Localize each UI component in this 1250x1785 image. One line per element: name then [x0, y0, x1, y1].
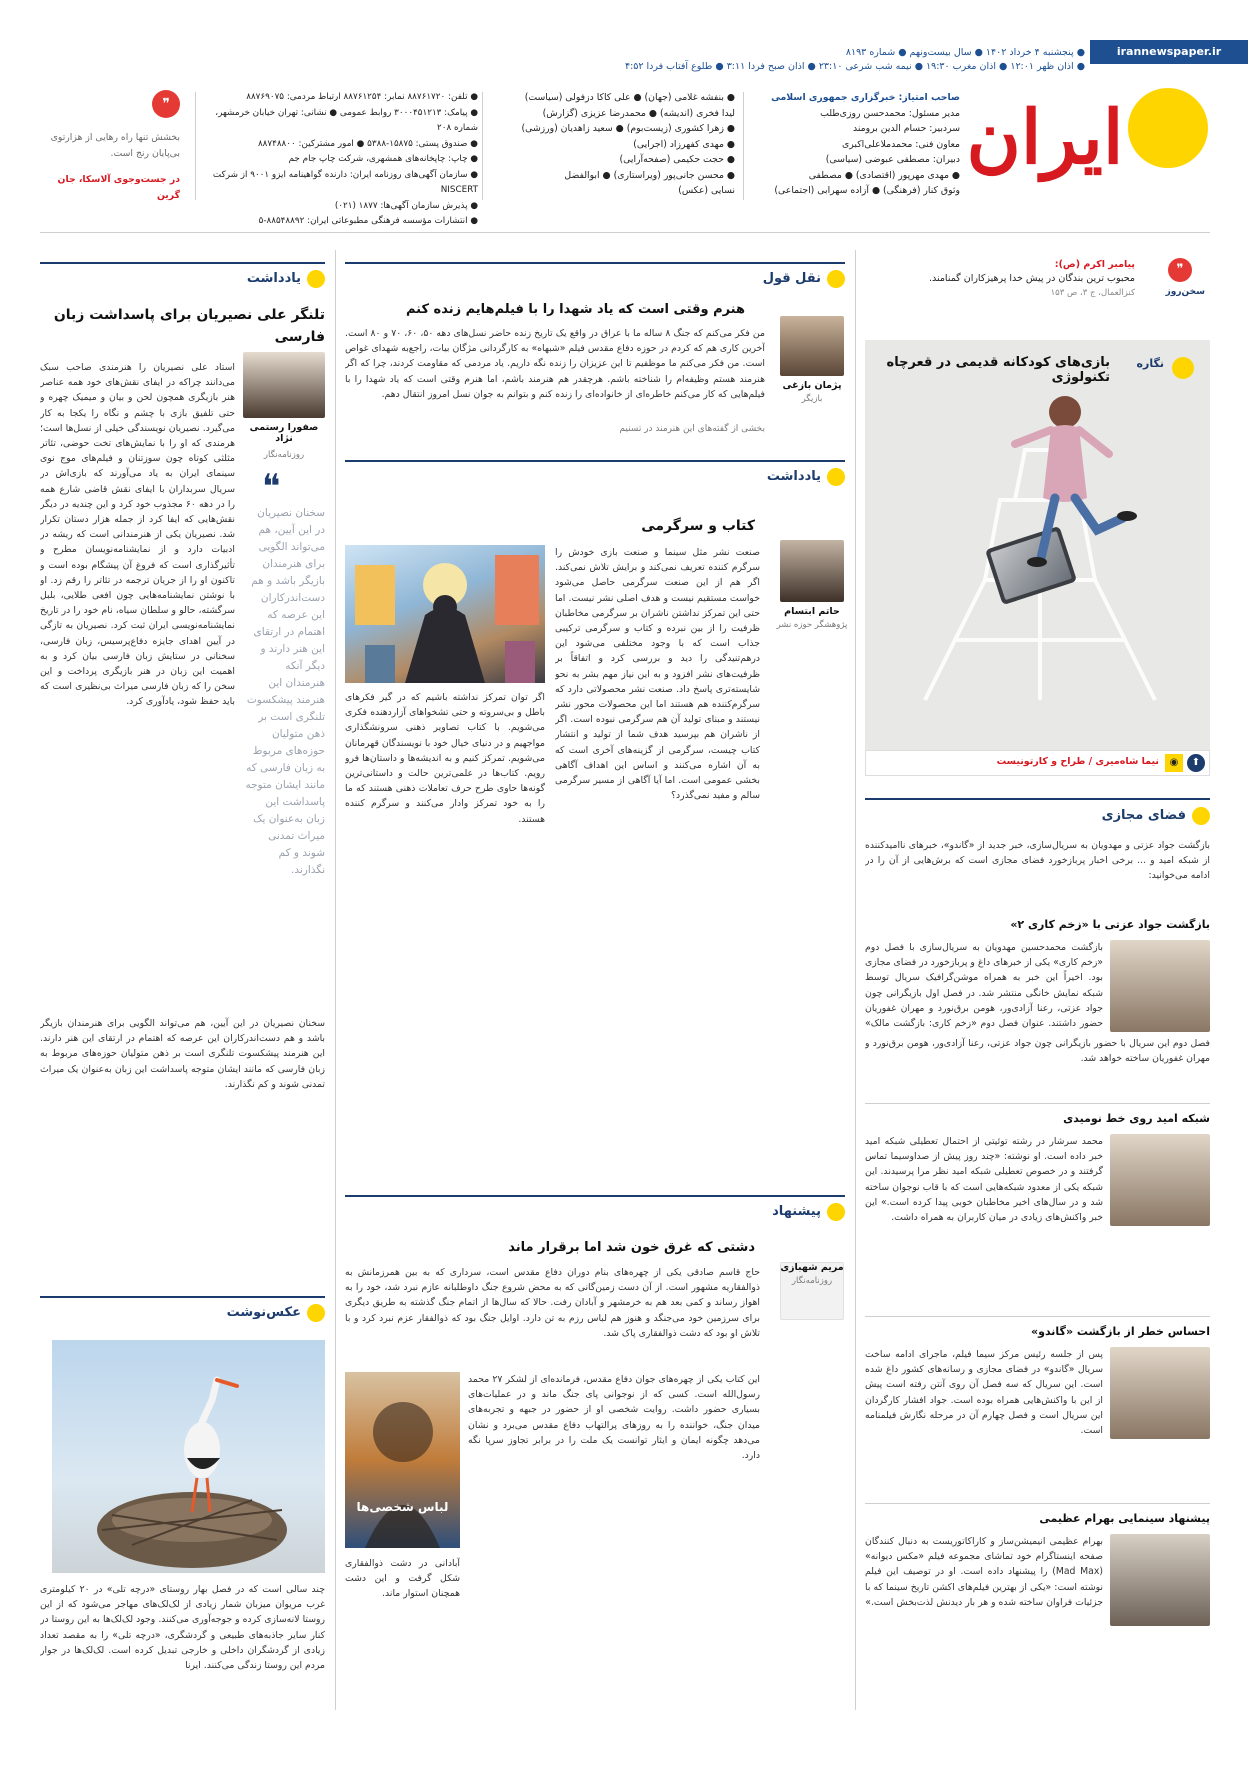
staff-line: ● حجت حکیمی (صفحه‌آرایی) — [619, 154, 735, 165]
dateline — [395, 46, 1085, 74]
author-photo — [780, 316, 844, 376]
person-photo — [1110, 1534, 1210, 1626]
section-dot — [307, 1304, 325, 1322]
staff-line: ● محسن جانی‌پور (ویراستاری) ● ابوالفضل — [564, 169, 735, 181]
photo-caption: چند سالی است که در فصل بهار روستای «درچه تلی» در ۲۰ کیلومتری غرب مریوان میزبان شمار زیادی از لک‌لک‌های مهاجر می‌شود که از این روستا لانه‌سازی کرده و جوجه‌آوری می‌کنند. وجود لک‌لک‌ها به این روستا در کنار سایر جاذبه‌های طبیعی و گردشگری، «درچه تلی» را به مقصد تعداد زیادی از گردشگران داخلی و خارجی تبدیل کرده است. لک‌لک‌ها در جوار مردم این روستا زندگی می‌کنند. ایرنا — [40, 1584, 325, 1672]
contact-line: ● انتشارات مؤسسه فرهنگی مطبوعاتی ایران: ۸۸۵۴۸۸۹۲-۵ — [258, 216, 478, 226]
cartoon-illustration — [865, 380, 1210, 710]
upload-icon: ⬆ — [1187, 754, 1205, 772]
hadith-speaker: پیامبر اکرم (ص): — [1054, 259, 1135, 270]
virtual-item-body-cont: فصل دوم این سریال با حضور بازیگرانی چون جواد عزتی، رعنا آزادی‌ور، هومن برق‌نورد و مهران غفوریان ساخته خواهد شد. — [865, 1038, 1210, 1065]
virtual-item-title: بازگشت جواد عزتی با «زخم کاری ۲» — [1010, 918, 1210, 931]
staff-line: سردبیر: حسام الدین برومند — [852, 123, 960, 134]
section-dot — [307, 270, 325, 288]
section-header-note: یادداشت — [345, 464, 845, 490]
book-fair-illustration — [345, 545, 545, 683]
virtual-item-title: احساس خطر از بازگشت «گاندو» — [1031, 1325, 1210, 1338]
section-dot — [827, 270, 845, 288]
staff-line: ● بنفشه غلامی (جهان) ● علی کاکا دزفولی (سیاست) — [524, 92, 735, 103]
author-role: روزنامه‌نگار — [791, 1276, 833, 1286]
contact-line: ● پذیرش سازمان آگهی‌ها: ۱۸۷۷ (۰۲۱) — [334, 200, 478, 211]
staff-list-2 — [485, 90, 735, 199]
article-body: من فکر می‌کنم که جنگ ۸ ساله ما با عراق در واقع یک تاریخ زنده حاضر نسل‌های دهه ۵۰، ۶۰، ۷۰ و ۸۰ است. آخرین کاری هم که کردم در حوزه دفاع مقدس فیلم «شبهاه» به کارگردانی مژگان بیات، راجع‌به شهدای غواص است. من فکر می‌کنم ما موظفیم تا این عزیزان را زنده نگه داریم. یاد مردمی که مقاومت کردند، چرا که اگر هنرمند هستم وظیفه‌ام را شناخته باشم. هرچقدر هم هنرمند باشم، اما هنرم وقتی است که یاد شهدا را با فیلم‌هایی که کار می‌کنم خاطره‌ای از خانواده‌ای را زنده کنم و بتوانم به جوان نسل امروز انتقال دهم. — [345, 328, 765, 400]
cartoon-panel — [865, 340, 1210, 750]
author-photo — [780, 540, 844, 602]
book-cover — [345, 1372, 460, 1548]
staff-line: ● مهدی کفهرزاد (اجرایی) — [633, 138, 735, 150]
article-body-cont: این کتاب یکی از چهره‌های جوان دفاع مقدس، فرمانده‌ای از لشکر ۲۷ محمد رسول‌الله است. کسی که از نوجوانی پای جنگ ماند و در عملیات‌های بسیاری حضور داشت. روایت شخصی او از حضور در جبهه و تجربه‌های میدان جنگ، خواننده را به روزهای پرالتهاب دفاع مقدس می‌برد و نشان می‌دهد چگونه ایمان و ایثار توانست یک ملت را در برابر تجاوز سرپا نگه دارد. — [468, 1374, 760, 1462]
contact-line: ● سازمان آگهی‌های روزنامه ایران: دارنده گواهینامه ایزو ۹۰۰۱ از شرکت NISCERT — [212, 169, 478, 195]
contact-list — [200, 90, 478, 230]
section-header-quote: نقل قول — [345, 266, 845, 292]
staff-line: معاون فنی: محمدملاعلی‌اکبری — [841, 138, 960, 150]
section-header-note: یادداشت — [40, 266, 325, 292]
stork-nest-illustration — [52, 1340, 325, 1573]
site-address[interactable]: irannewspaper.ir — [1090, 40, 1248, 64]
article-body-cont: سخنان نصیریان در این آیین، هم می‌تواند الگویی برای هنرمندان بازیگر باشد و هم دست‌اندرکاران این عرصه که اهتمام در ارتقای این هنر دارند. این هنرمند پیشکسوت تلنگری است بر ذهن متولیان حوزه‌های مربوط به زبان فارسی که مانند ایشان متوجه پاسداشت این زبان به‌عنوان یک میراث تمدنی شوند و کم نگذارند. — [40, 1018, 325, 1090]
staff-list-1 — [745, 90, 960, 199]
author-name: حاتم ابتسام — [784, 606, 840, 617]
author-role: پژوهشگر حوزه نشر — [776, 620, 848, 630]
section-header-virtual: فضای مجازی — [865, 803, 1210, 829]
article-body-cont: اگر توان تمرکز نداشته باشیم که در گیر فکرهای باطل و بی‌سروته و حتی تشخواهای آزاردهنده فکری می‌شویم. با کتاب تصاویر ذهنی سرونشگذاری مواجهیم و در دنیای خیال خود با نویسندگان قهرمانان می‌شویم. تمرکز کنیم و به اندیشه‌ها و داستان‌ها فرو رویم. کتاب‌ها در علمی‌ترین حالت و داستانی‌ترین گونه‌ها حاوی طرح حرف تعاملات ذهنی هستند که ما را به خود تمرکز وادار می‌کنند و سرگرم کننده هستند. — [345, 692, 545, 825]
contact-line: ● پیامک: ۳۰۰۰۴۵۱۲۱۳ روابط عمومی ● نشانی: تهران خیابان خرمشهر، شماره ۲۰۸ — [215, 107, 478, 133]
hadith-text: محبوب ترین بندگان در پیش خدا پرهیزکاران گمنامند. — [928, 273, 1135, 284]
contact-line: ● چاپ: چاپخانه‌های همشهری، شرکت چاپ جام جم — [288, 154, 478, 164]
person-photo — [1110, 1134, 1210, 1226]
staff-line: صاحب امتیاز: خبرگزاری جمهوری اسلامی — [771, 92, 960, 103]
article-body: استاد علی نصیریان را هنرمندی صاحب سبک می‌دانند چراکه در ایفای نقش‌های خود همه عناصر هنر بازیگری همچون لحن و بیان و میمیک چهره و حتی تلفیق بازی با چشم و نگاه را یکجا به کار می‌گیرد. نصیریان نویسندگی خیلی از نسل‌ها است؛ هرمندی که او را با نمایش‌های تخت حوضی، تئاتر مثلثی کوتاه چون سوزتنان و فیلم‌های موج نوی سینمای ایران به یاد می‌آورند که بازی‌اش در سریال سربداران با ایفای نقش قاضی شارع همه را در دهه ۶۰ مجذوب خود کرد و این چندیه در دیگر نقش‌هایی که ایفا کرد از جمله هزار دستان تکرار شد. نصیریان یکی از هنرمندانی است که ریشه در ادبیات دارد و از نمایشنامه‌نویسان مطرح و تأثیرگذاری است که فروغ آن پیشگام بوده است و تاکنون او را از جریان ترجمه در تئاتر را رقم زد. او با نوشتن نمایشنامه‌هایی چون افعی طلایی، بلبل سرگشته، حالو و سلطان سیاه، نام خود را در تاریخ نمایشنامه‌نویسی ایران ثبت کرد. نصیریان به تازگی در آیین اهدای جایزه دفاع‌پرسیس، زبان فارسی، سخنانی در ستایش زبان فارسی بیان کرد و به اهمیت این زبان در هنر بازیگری پرداخت و این سخن را که زبان فارسی میراث بی‌نظیری است که باید حفظ شود، یادآوری کرد. — [40, 362, 235, 708]
staff-line: لیدا فخری (اندیشه) ● محمدرضا عزیزی (گزارش) — [542, 107, 735, 119]
author-name: صفورا رستمی نژاد — [249, 422, 319, 444]
contact-line: ● تلفن: ۸۸۷۶۱۷۲۰ نمابر: ۸۸۷۶۱۲۵۴ ارتباط مردمی: ۸۸۷۶۹۰۷۵ — [246, 92, 478, 102]
cartoon-credit-bar — [865, 750, 1210, 776]
book-fair-photo — [345, 545, 545, 683]
logo-sun — [1128, 88, 1208, 168]
quote-icon: ❞ — [152, 90, 180, 118]
article-title: کتاب و سرگرمی — [641, 518, 755, 534]
hadith-block — [860, 258, 1135, 300]
hadith-source: کنزالعمال، ج ۳، ص ۱۵۳ — [1050, 288, 1135, 298]
book-cover-art — [345, 1372, 460, 1548]
article-title: تلنگر علی نصیریان برای پاسداشت زبان فارسی — [53, 307, 325, 345]
article-body-tail: آبادانی در دشت ذوالفقاری شکل گرفت و این دشت همچنان استوار ماند. — [345, 1558, 460, 1600]
section-header-suggest: پیشنهاد — [345, 1199, 845, 1225]
section-dot — [827, 1203, 845, 1221]
author-photo — [243, 352, 325, 418]
author-role: بازیگر — [801, 394, 823, 404]
person-photo — [1110, 940, 1210, 1032]
virtual-item-body: بهرام عظیمی انیمیشن‌ساز و کاراکاتوریست به دنبال کنندگان صفحه اینستاگرام خود تماشای مجموعه فیلم «مکس دیوانه» (Mad Max) را پیشنهاد داده است. او در توصیف این فیلم نوشته است: «یکی از بهترین فیلم‌های اکشن تاریخ سینما که با جزئیات فراوان ساخته شده و هر بار دیدنش لذت‌بخش است.» — [865, 1536, 1103, 1608]
storks-photo — [52, 1340, 325, 1573]
person-photo — [1110, 1347, 1210, 1439]
pull-quote: سخنان نصیریان در این آیین، هم می‌تواند الگویی برای هنرمندان بازیگر باشد و هم دست‌اندرکاران این عرصه که اهتمام در ارتقای این هنر دارند و دیگر آنکه هنرمندان این هنرمند پیشکسوت تلنگری است بر ذهن متولیان حوزه‌های مربوط به زبان فارسی که مانند ایشان متوجه پاسداشت این زبان به‌عنوان یک میراث تمدنی شوند و کم نگذارند. — [245, 507, 325, 876]
contact-line: ● صندوق پستی: ۱۵۸۷۵-۵۳۸۸ ● امور مشترکین: ۸۸۷۴۸۸۰۰ — [257, 138, 478, 149]
section-dot — [1192, 807, 1210, 825]
section-dot — [827, 468, 845, 486]
staff-line: ● زهرا کشوری (زیست‌بوم) ● سعید زاهدیان (ورزشی) — [521, 123, 735, 134]
camera-icon: ◉ — [1165, 754, 1183, 772]
promo-source: در جست‌وجوی آلاسکا، جان گرین — [57, 174, 180, 201]
newspaper-logo: ایران — [966, 95, 1124, 181]
staff-line: دبیران: مصطفی عبوضی (سیاسی) — [825, 154, 960, 165]
section-header-photo: عکس‌نوشت — [40, 1300, 325, 1326]
staff-line: وثوق کنار (فرهنگی) ● آزاده سهرابی (اجتماعی) — [774, 185, 960, 196]
virtual-item-body: پس از جلسه رئیس مرکز سیما فیلم، ماجرای ادامه ساخت سریال «گاندو» در فضای مجازی و رسانه‌های کشور داغ شده است. این سریال که سه فصل آن روی آنتن رفته است پیش از این با واکنش‌هایی همراه بوده است. جواد افشار کارگردان این سریال است و فصل چهارم آن در مرحله نگارش فیلمنامه است. — [865, 1349, 1103, 1437]
date-issue: ● پنجشنبه ۴ خرداد ۱۴۰۲ ● سال بیست‌ونهم ● شماره ۸۱۹۳ — [845, 47, 1085, 58]
cartoon-title: بازی‌های کودکانه قدیمی در قعرچاه تکنولوژی — [886, 355, 1110, 385]
article-body: حاج قاسم صادقی یکی از چهره‌های بنام دوران دفاع مقدس است، سرداری که به بین همرزمانش به ذوالفقاریه مشهور است. از آن دست زمین‌گانی که به محض شروع جنگ داوطلبانه عازم نبرد شد، خود را به اهواز رساند و کمی بعد هم به خرمشهر و آبادان رفت. حالا که سال‌ها از اتمام جنگ گذشته به طریق دیگری برای سرزمین خود می‌جنگد و هنوز هم لباس رزم به تن دارد. اوایل جنگ بود که ذوالفقار عزم نبرد کرد و با تلاش او بود که دشت ذوالفقاری پاک شد. — [345, 1267, 760, 1339]
section-dot — [1172, 357, 1194, 379]
hadith-label: سخن‌روز — [1165, 287, 1205, 297]
cartoon-credit: نیما شاه‌میری / طراح و کارتونیست — [996, 756, 1159, 767]
article-source: بخشی از گفته‌های این هنرمند در تسنیم — [619, 424, 765, 434]
author-name: پژمان بازغی — [782, 380, 842, 391]
article-title: هنرم وقتی است که یاد شهدا را با فیلم‌هایم زنده کنم — [405, 302, 745, 317]
virtual-item-title: پیشنهاد سینمایی بهرام عظیمی — [1039, 1512, 1210, 1525]
author-role: روزنامه‌نگار — [263, 450, 305, 460]
article-body: صنعت نشر مثل سینما و صنعت بازی خودش را سرگرم کننده تعریف نمی‌کند و برایش تلاش نمی‌کند. اگر هم از این صنعت سرگرمی حاصل می‌شود خواست مستقیم نیست و هدف اصلی نشر نیست. اما حتی این تمرکز نداشتن ناشران بر سرگرمی مخاطبان ظرفیت را از بین نبرده و کتاب و سرگرمی ترکیبی جذاب است که با وجود مختلفی می‌شود این درهم‌تنیدگی را دید و بررسی کرد و اتفاقاً بر ظرفیت‌های نشر افزود و به این نیاز مهم بشر به نحو شایسته‌تری پاسخ داد. صنعت نشر محصولاتی دارد که سرگرم‌کننده هم هستند اما این محصولات محور نشر نیستند و مبنای تولید آن هم سرگرمی نبوده است. اگر از ناشران هم بپرسید هدف شما از تولید و انتشار کتاب چیست، سرگرمی از گزینه‌های آخری است که به آن اشاره می‌کنند و اساس این اهداف آگاهی بخشی عمومی است. اما آیا آگاهی از مسیر سرگرمی سالم و مفید نمی‌گذرد؟ — [555, 547, 760, 802]
staff-line: ● مهدی مهرپور (اقتصادی) ● مصطفی — [808, 169, 960, 181]
staff-line: نسایی (عکس) — [678, 185, 735, 196]
quote-icon: ❝ — [262, 467, 281, 507]
cartoon-section: نگاره — [1136, 357, 1164, 370]
staff-line: مدیر مسئول: محمدحسن روزی‌طلب — [820, 107, 960, 119]
virtual-item-body: محمد سرشار در رشته توئیتی از احتمال تعطیلی شبکه امید خبر داده است. او نوشته: «چند روز پیش از صداوسیما تماس گرفتند و در خصوص تعطیلی شبکه امید نظر مرا پرسیدند. این شبکه یکی از معدود شبکه‌هایی است که با قاب نوجوان ساخته شد و در سال‌های اخیر مخاطبان خوبی پیدا کرده است.» این خبر واکنش‌های زیادی در میان کاربران به همراه داشت. — [865, 1136, 1103, 1224]
quote-icon: ❞ — [1168, 258, 1192, 282]
author-name: مریم شهبازی — [780, 1262, 844, 1273]
virtual-intro: بازگشت جواد عزتی و مهدویان به سریال‌سازی، خبر جدید از «گاندو»، خبرهای ناامیدکننده از شبکه امید و ... برخی اخبار پربازخورد فضای مجازی است که برش‌هایی از آن را در ادامه می‌خوانید: — [865, 840, 1210, 882]
virtual-item-title: شبکه امید روی خط نومیدی — [1063, 1112, 1210, 1125]
virtual-item-body: بازگشت محمدحسین مهدویان به سریال‌سازی با فصل دوم «زخم کاری» یکی از خبرهای داغ و پربازخورد در فضای مجازی بود. اخیراً این خبر به همراه موشن‌گرافیک سریال توسط شبکه نمایش خانگی منتشر شد. در فصل اول بازیگرانی چون جواد عزتی، رعنا آزادی‌ور، هومن برق‌نورد و مهران غفوریان حضور داشتند. عنوان فصل دوم «زخم کاری: بازگشت مالک» — [865, 942, 1103, 1030]
promo-text: بخشش تنها راه رهایی از هزارتوی بی‌پایان رنج است. — [50, 132, 180, 159]
prayer-times: ● اذان ظهر ۱۲:۰۱ ● اذان مغرب ۱۹:۳۰ ● نیمه شب شرعی ۲۳:۱۰ ● اذان صبح فردا ۳:۱۱ ● طلوع آفتاب فردا ۴:۵۲ — [624, 61, 1085, 72]
book-title: لباس شخصی‌ها — [356, 1500, 449, 1514]
article-title: دشتی که غرق خون شد اما برقرار ماند — [508, 1240, 755, 1255]
